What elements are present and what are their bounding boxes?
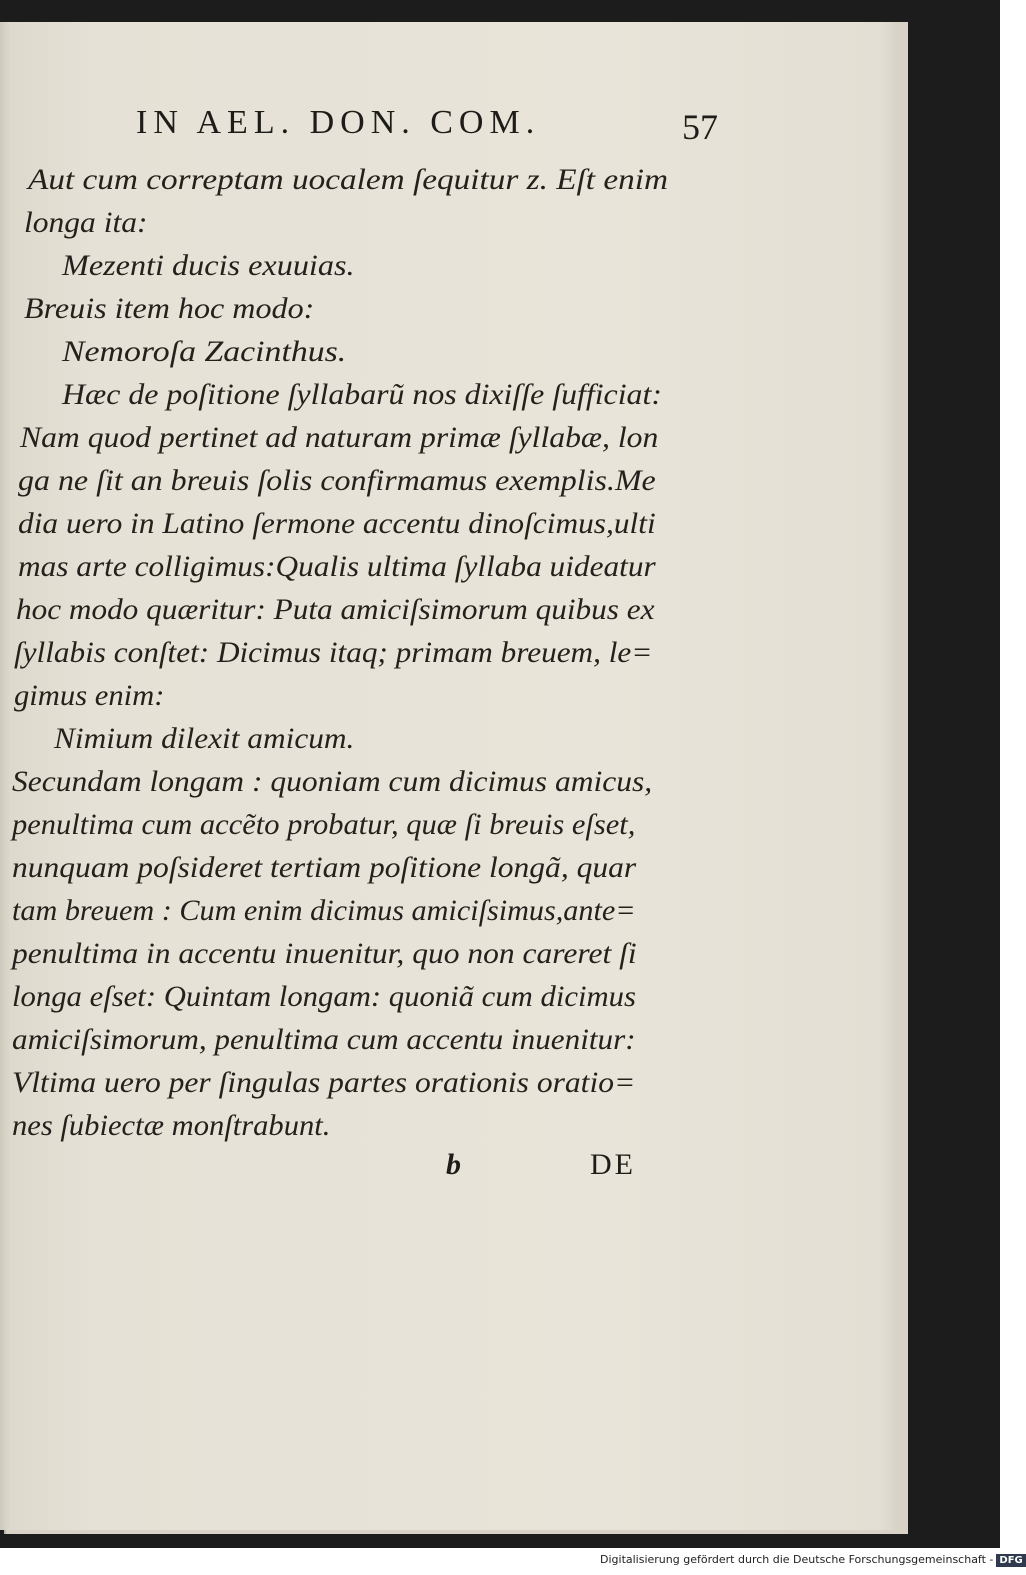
text-line: nes ſubiectæ monſtrabunt. [12,1109,331,1142]
text-line: penultima in accentu inuenitur, quo non careret ſi [12,937,637,970]
book-page [0,22,898,1530]
folio-number: 57 [682,107,718,147]
text-line: penultima cum accẽto probatur, quæ ſi breuis eſset, [12,808,636,841]
text-line: nunquam poſsideret tertiam poſitione longã, quar [12,851,637,884]
text-line: Secundam longam : quoniam cum dicimus amicus, [12,765,653,798]
text-line: Aut cum correptam uocalem ſequitur z. Eſt enim [28,163,669,196]
text-line: tam breuem : Cum enim dicimus amiciſsimus,ante= [12,894,636,927]
text-line: Nemoroſa Zacinthus. [62,335,347,368]
text-line: hoc modo quæritur: Puta amiciſsimorum quibus ex [16,593,655,626]
text-line: longa ita: [24,206,148,239]
text-line: ſyllabis conſtet: Dicimus itaq; primam breuem, le= [14,636,653,669]
text-line: longa eſset: Quintam longam: quoniã cum dicimus [12,980,636,1013]
dfg-logo: DFG [996,1554,1025,1567]
credit-text: Digitalisierung gefördert durch die Deutsche Forschungsgemeinschaft - [600,1553,994,1566]
text-line: Mezenti ducis exuuias. [62,249,355,282]
text-line: dia uero in Latino ſermone accentu dinoſcimus,ulti [18,507,656,540]
text-line: Nam quod pertinet ad naturam primæ ſyllabæ, lon [20,421,659,454]
signature-mark: b [446,1148,461,1181]
running-head: IN AEL. DON. COM. [136,104,541,141]
text-line: ga ne ſit an breuis ſolis confirmamus exemplis.Me [18,464,656,497]
catchword: DE [590,1148,636,1181]
text-line: Nimium dilexit amicum. [54,722,355,755]
text-line: Breuis item hoc modo: [24,292,315,325]
text-line: gimus enim: [14,679,165,712]
text-line: amiciſsimorum, penultima cum accentu inuenitur: [12,1023,636,1056]
text-line: mas arte colligimus:Qualis ultima ſyllaba uideatur [18,550,656,583]
text-line: Vltima uero per ſingulas partes orationis oratio= [12,1066,636,1099]
text-line: Hæc de poſitione ſyllabarũ nos dixiſſe ſufficiat: [62,378,662,411]
digitization-credit [600,1553,1023,1567]
